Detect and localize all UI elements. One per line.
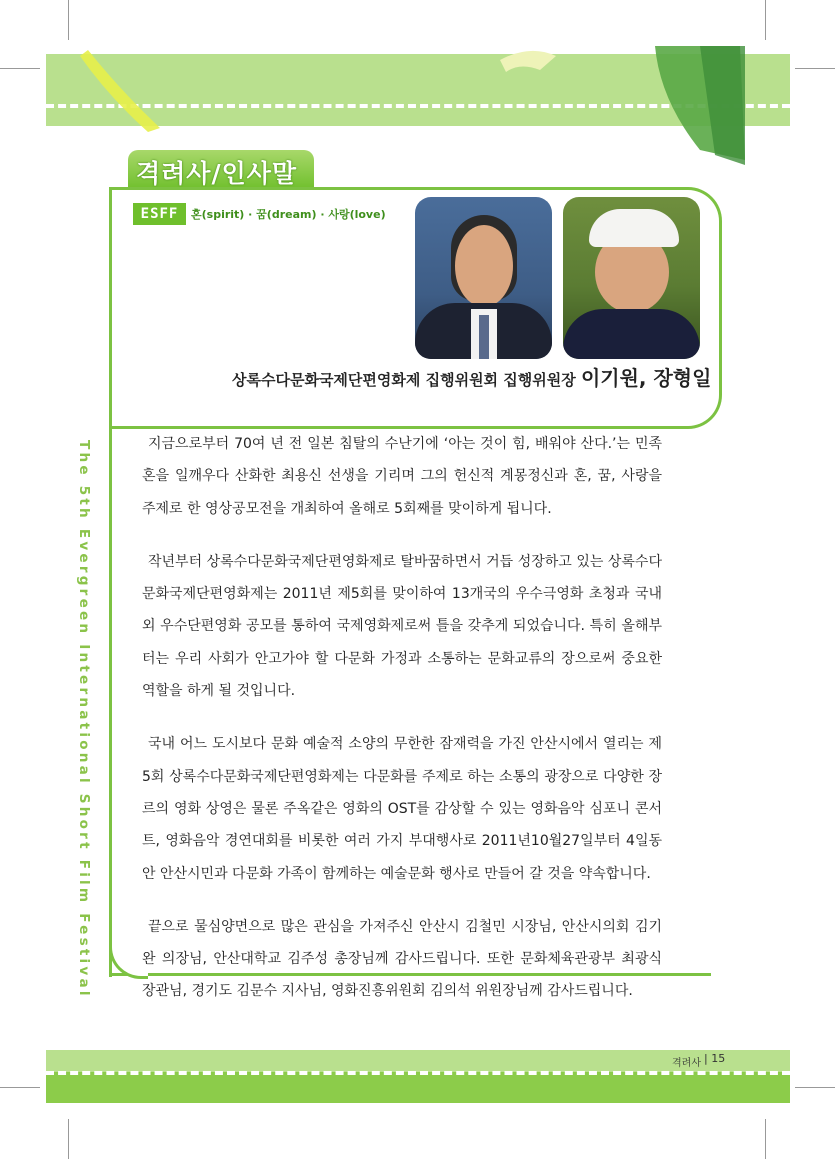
paragraph: 작년부터 상록수다문화국제단편영화제로 탈바꿈하면서 거듭 성장하고 있는 상록수다문화국제단편영화제는 2011년 제5회를 맞이하여 13개국의 우수극영화 초청과 국내외 우수단편영화 공모를 통하여 국제영화제로써 틀을 갖추게 되었습니다. 특히 올해부터는 우리 사회가 안고가야 할 다문화 가정과 소통하는 문화교류의 장으로써 중요한 역할을 하게 될 것입니다. xyxy=(142,553,662,700)
portrait-photo-1 xyxy=(415,197,552,359)
crop-mark xyxy=(0,1087,40,1088)
crop-mark xyxy=(765,1119,766,1159)
festival-logo: ESFF xyxy=(133,203,186,225)
paragraph: 국내 어느 도시보다 문화 예술적 소양의 무한한 잠재력을 가진 안산시에서 열리는 제5회 상록수다문화국제단편영화제는 다문화를 주제로 하는 소통의 광장으로 다양한 장르의 영화 상영은 물론 주옥같은 영화의 OST를 감상할 수 있는 영화음악 심포니 콘서트, 영화음악 경연대회를 비롯한 여러 가지 부대행사로 2011년10월27일부터 4일동안 안산시민과 다문화 가족이 함께하는 예술문화 행사로 만들어 갈 것을 약속합니다. xyxy=(142,736,662,882)
page-number: | 15 xyxy=(704,1052,726,1065)
footer-section-label: 격려사 xyxy=(672,1058,701,1069)
portrait-photo-2 xyxy=(563,197,700,359)
crop-mark xyxy=(68,1119,69,1159)
side-festival-label xyxy=(76,440,98,999)
header-ribbon-decoration xyxy=(0,0,835,170)
speaker-names: 이기원, 장형일 xyxy=(580,366,712,390)
tagline: 혼(spirit) · 꿈(dream) · 사랑(love) xyxy=(191,208,386,221)
speaker-caption xyxy=(232,362,711,391)
paragraph: 끝으로 물심양면으로 많은 관심을 가져주신 안산시 김철민 시장님, 안산시의회 김기완 의장님, 안산대학교 김주성 총장님께 감사드립니다. 또한 문화체육관광부 최광식 장관님, 경기도 김문수 지사님, 영화진흥위원회 김의석 위원장님께 감사드립니다. xyxy=(142,918,662,1000)
footer-dashed-line xyxy=(46,1071,790,1075)
page-title: 격려사/인사말 xyxy=(136,159,298,188)
crop-mark xyxy=(795,1087,835,1088)
side-text: The 5th Evergreen International Short Film Festival xyxy=(76,440,92,999)
speaker-role: 상록수다문화국제단편영화제 집행위원회 집행위원장 xyxy=(232,371,576,389)
frame-left-border xyxy=(109,187,112,977)
message-body xyxy=(142,428,662,1029)
paragraph: 지금으로부터 70여 년 전 일본 침탈의 수난기에 ‘아는 것이 힘, 배워야 산다.’는 민족혼을 일깨우다 산화한 최용신 선생을 기리며 그의 헌신적 계몽정신과 혼, 꿈, 사랑을 주제로 한 영상공모전을 개최하여 올해로 5회째를 맞이하게 됩니다. xyxy=(142,436,662,517)
